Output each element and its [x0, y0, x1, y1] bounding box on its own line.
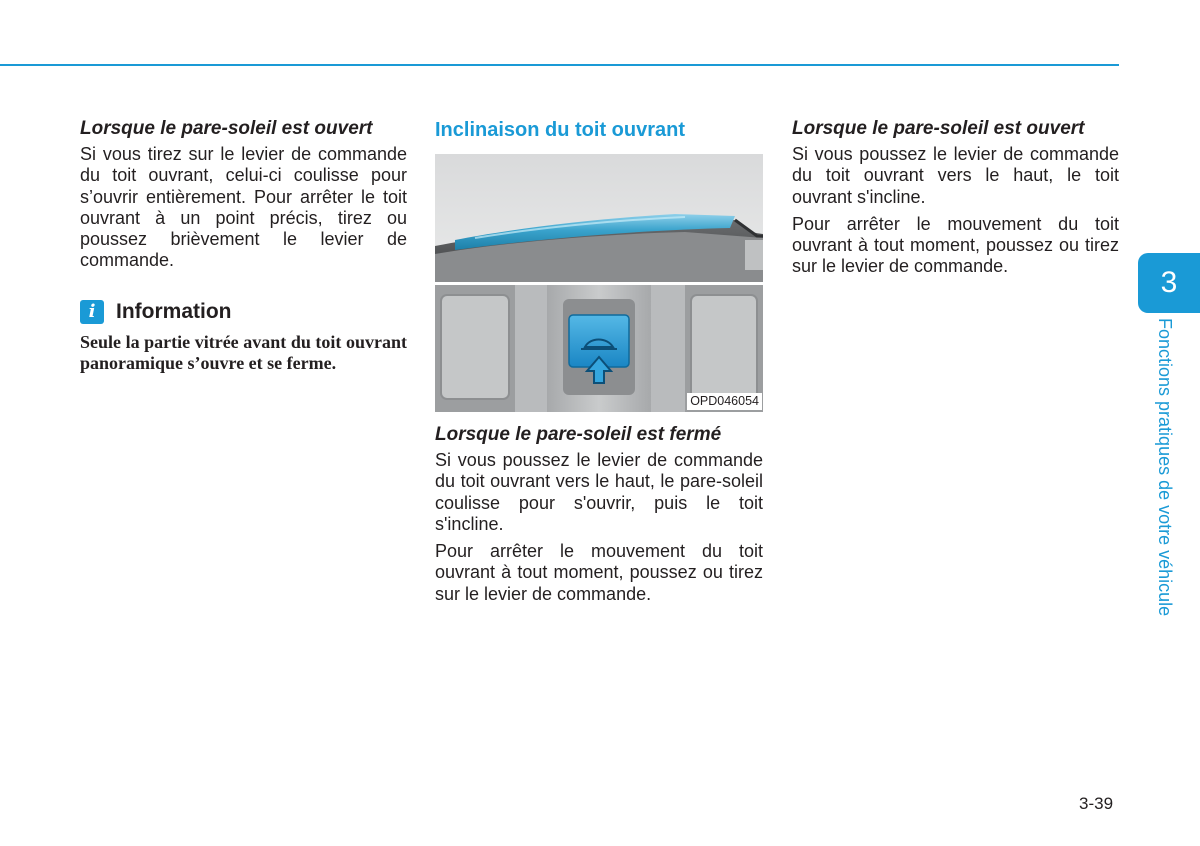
information-header: [80, 300, 407, 324]
column-right: [792, 118, 1119, 284]
sunroof-roof-illustration: [435, 154, 763, 282]
paragraph-slide-open: Si vous tirez sur le levier de commande du toit ouvrant, celui-ci coulisse pour s’ouvrir entièrement. Pour arrêter le toit ouvrant à un point précis, tirez ou poussez brièvement le levier de commande.: [80, 144, 407, 271]
column-middle: [435, 118, 763, 611]
paragraph-tilt-closed-1: Si vous poussez le levier de commande du toit ouvrant vers le haut, le pare-soleil coulisse pour s'ouvrir, puis le toit s'incline.: [435, 450, 763, 534]
header-rule: [0, 64, 1119, 66]
section-title: Inclinaison du toit ouvrant: [435, 119, 685, 141]
figure-code: OPD046054: [687, 393, 762, 410]
information-title: Information: [116, 299, 232, 323]
subheading-sunshade-closed: Lorsque le pare-soleil est fermé: [435, 424, 722, 445]
chapter-title: Fonctions pratiques de votre véhicule: [1155, 318, 1175, 617]
page-number: 3-39: [1079, 794, 1114, 813]
info-icon: i: [80, 300, 104, 324]
subheading-sunshade-open-tilt: Lorsque le pare-soleil est ouvert: [792, 118, 1085, 139]
subheading-sunshade-open: Lorsque le pare-soleil est ouvert: [80, 118, 373, 139]
paragraph-tilt-open-2: Pour arrêter le mouvement du toit ouvrant à tout moment, poussez ou tirez sur le levier de commande.: [792, 213, 1119, 277]
paragraph-tilt-closed-2: Pour arrêter le mouvement du toit ouvrant à tout moment, poussez ou tirez sur le levier de commande.: [435, 541, 763, 604]
paragraph-tilt-open-1: Si vous poussez le levier de commande du toit ouvrant vers le haut, le toit ouvrant s'incline.: [792, 144, 1119, 207]
column-left: [80, 118, 407, 375]
sunroof-tilt-figure: [435, 154, 763, 412]
chapter-tab: 3: [1138, 253, 1200, 313]
information-body: Seule la partie vitrée avant du toit ouvrant panoramique s’ouvre et se ferme.: [80, 331, 407, 374]
